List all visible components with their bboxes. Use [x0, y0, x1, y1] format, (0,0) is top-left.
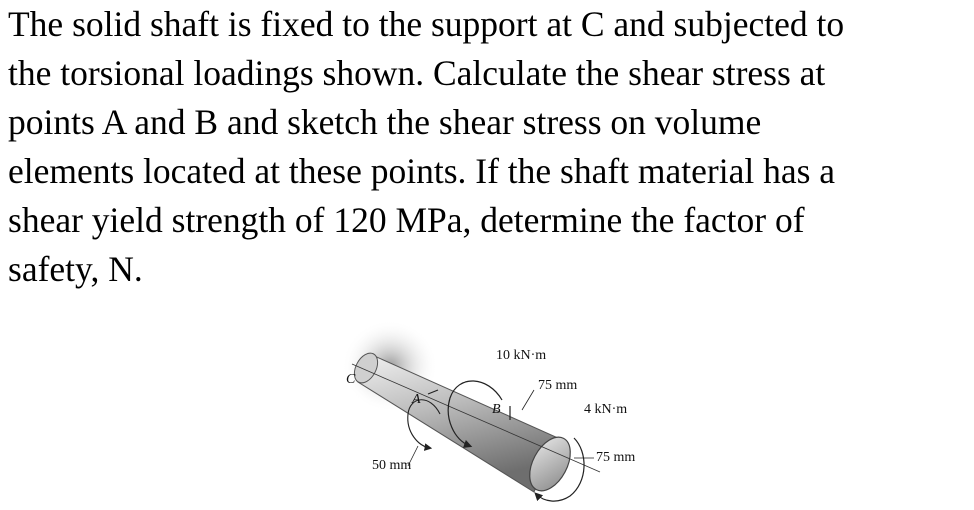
problem-line-6: safety, N.	[8, 249, 143, 289]
label-length-75-right: 75 mm	[596, 450, 636, 465]
label-diameter-50: 50 mm	[372, 458, 412, 473]
problem-line-5: shear yield strength of 120 MPa, determine the factor of	[8, 200, 805, 240]
label-b: B	[492, 402, 501, 417]
label-torque-4: 4 kN·m	[584, 402, 628, 417]
leader-75-top	[522, 390, 534, 410]
label-a: A	[412, 392, 421, 407]
problem-line-3: points A and B and sketch the shear stress on volume	[8, 102, 762, 142]
problem-line-1: The solid shaft is fixed to the support at C and subjected to	[8, 4, 845, 44]
problem-statement	[8, 0, 970, 294]
label-c: C	[346, 372, 356, 387]
label-torque-10: 10 kN·m	[496, 348, 547, 363]
problem-line-4: elements located at these points. If the shaft material has a	[8, 151, 836, 191]
shaft-figure	[338, 306, 678, 510]
problem-line-2: the torsional loadings shown. Calculate the shear stress at	[8, 53, 826, 93]
label-length-75-top: 75 mm	[538, 378, 578, 393]
